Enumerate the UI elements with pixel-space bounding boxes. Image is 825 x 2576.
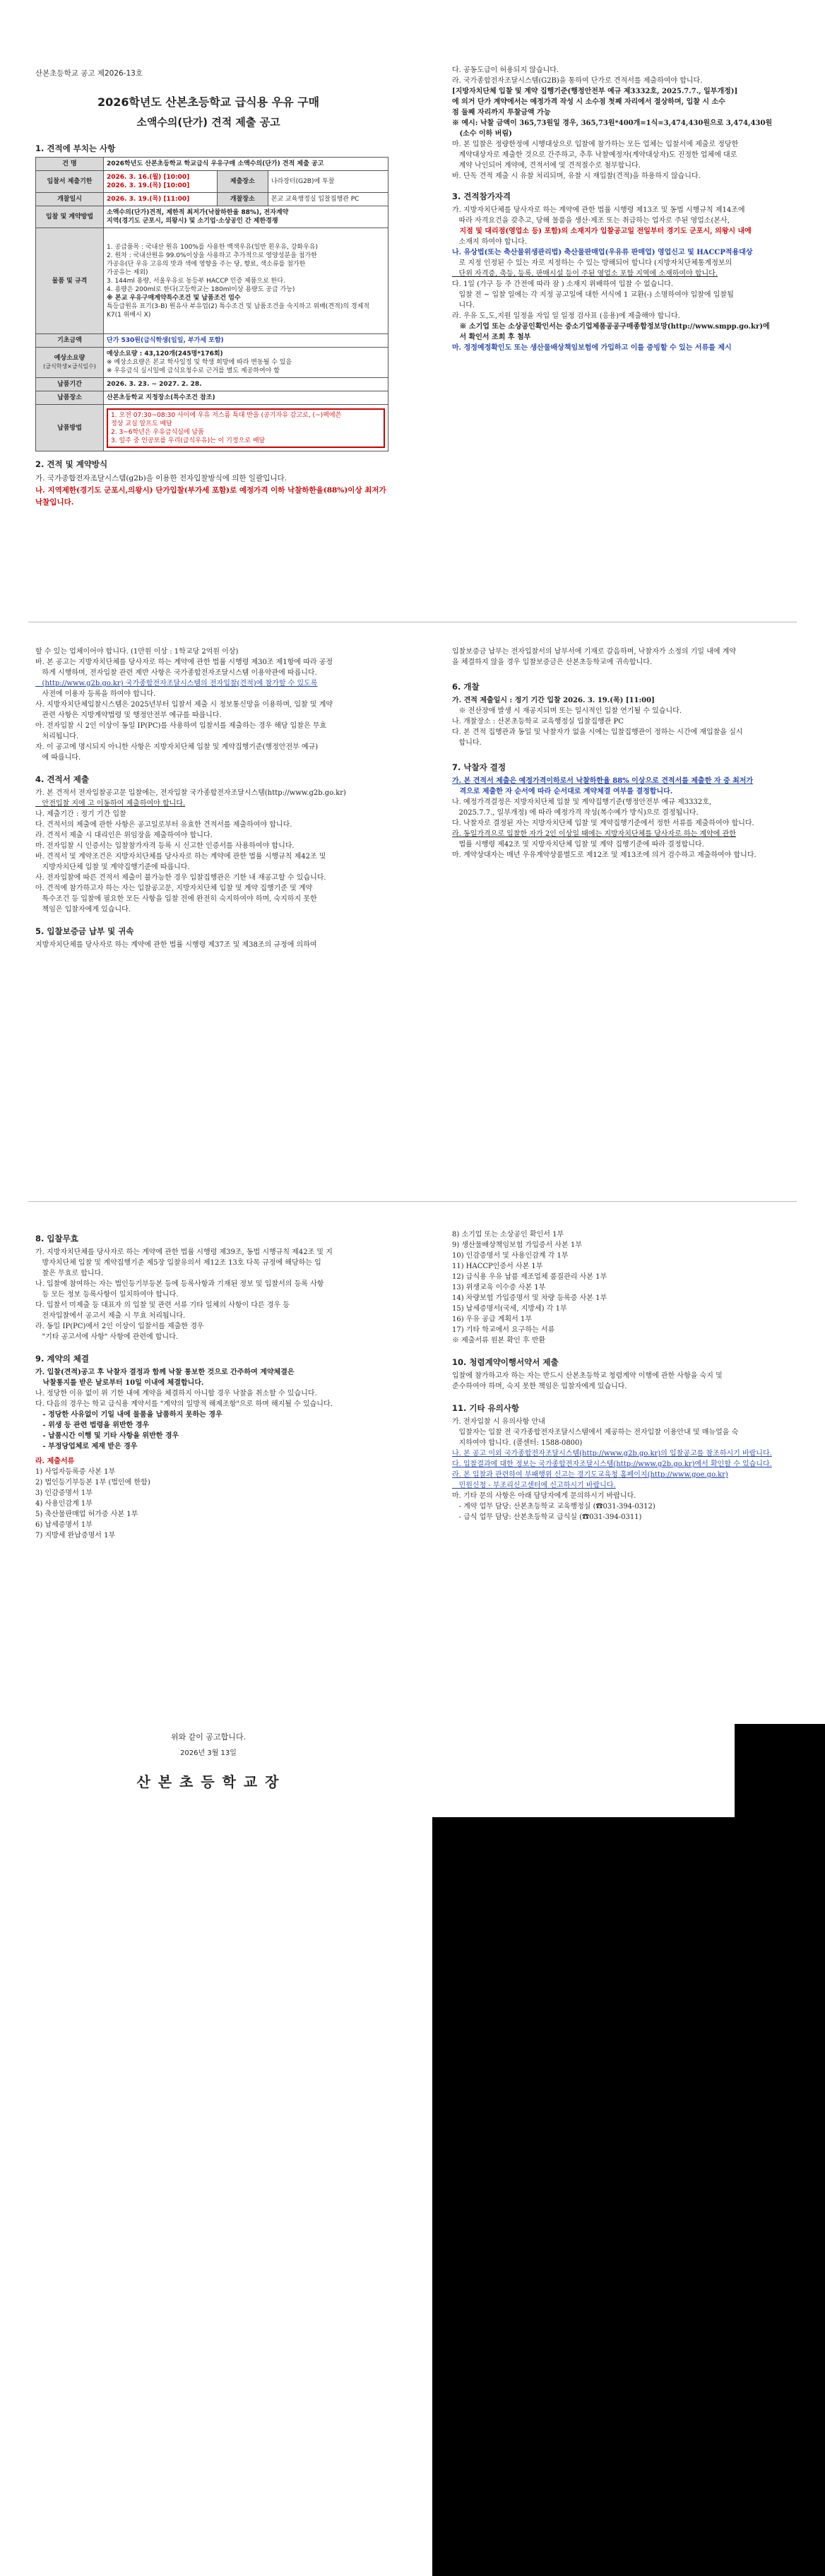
section-3-item: 마. 정정예정확인도 또는 생산물배상책임보험에 가입하고 이를 증빙할 수 있는 서류를 제시: [452, 344, 732, 352]
page2-item: 아. 전자입찰 시 2인 이상이 동일 IP(PC)를 사용하여 입찰서를 제출하는 경우 해당 입찰은 무효: [35, 722, 327, 730]
spec-label-opening: 개찰일시: [36, 193, 104, 206]
spec-table: [35, 157, 388, 451]
spec-value-method: [104, 206, 388, 228]
method-line-a: 소액수의(단가)견적, 제한적 최저가(낙찰하한율 88%), 전자계약: [107, 209, 289, 216]
page3-right-item: 13) 위생교육 이수증 사본 1부: [452, 1284, 546, 1292]
spec-value-opening-place: 본교 교육행정실 입찰집행관 PC: [268, 193, 388, 206]
spec-label-method: 입찰 및 계약방법: [36, 206, 104, 228]
page2-left-column: [35, 646, 388, 950]
section-2-heading: 2. 견적 및 계약방식: [35, 459, 108, 469]
spec-label-period: 납품기간: [36, 378, 104, 391]
spec-value-period: 2026. 3. 23. ~ 2027. 2. 28.: [104, 378, 388, 391]
section-4-item: 사. 전자입찰에 따른 견적서 제출이 불가능한 경우 입찰집행관은 기한 내 재공고할 수 있습니다.: [35, 874, 326, 882]
spec-label-opening-place: 개찰장소: [217, 193, 268, 206]
page1-left-column: [35, 138, 388, 509]
right-item: 계약대상자로 제출한 것으로 간주하고, 추후 낙찰예정자(계약대상자)도 진정한 업체에 대로: [452, 151, 737, 159]
page3-right-item: 9) 생산물배상책임보험 가입증서 사본 1부: [452, 1241, 582, 1249]
section-3-item: 서 확인서 조회 후 첨부: [452, 333, 531, 341]
deadline-end: 2026. 3. 19.(목) [10:00]: [107, 182, 190, 189]
goods-item: K7(1 위배시 X): [107, 311, 151, 319]
page-divider-2: [28, 1201, 797, 1202]
section-3-item: 소재지 하여야 합니다.: [452, 238, 528, 246]
section-9-item: 나. 정당한 이유 없이 위 기한 내에 계약을 체결하지 아니할 경우 낙찰을 취소할 수 있습니다.: [35, 1390, 317, 1398]
section-8-item: "기타 공고서에 사항" 사항에 관련에 합니다.: [35, 1333, 179, 1341]
page3-right-item: 16) 우유 공급 계획서 1부: [452, 1316, 532, 1323]
page2-right-item: 입찰보증금 납부는 전자입찰서의 납부서에 기재로 갈음하며, 낙찰자가 소정의 기일 내에 계약: [452, 648, 737, 656]
section-9-sub-item: 1) 사업자등록증 사본 1부: [35, 1468, 116, 1476]
right-item: 바. 단독 견적 제출 시 유찰 처리되며, 유찰 시 재입찰(견적)을 하용하지 않습니다.: [452, 172, 701, 180]
section-9-heading: 9. 계약의 체결: [35, 1354, 89, 1364]
delivery-item: 정상 교실 알프도 배달: [111, 420, 172, 427]
section-6-item: 합니다.: [452, 739, 482, 747]
section-8-heading: 8. 입찰무효: [35, 1234, 78, 1243]
spec-label-place: 제출장소: [217, 171, 268, 193]
section-9-item: - 부정당업체로 제재 받은 경우: [35, 1443, 138, 1451]
section-4-item: 마. 전자입찰 시 인증서는 입찰참가자격 등록 시 신고한 인증서를 사용하여야 합니다.: [35, 842, 295, 850]
deadline-start: 2026. 3. 16.(월) [10:00]: [107, 174, 190, 181]
quantity-line-c: ※ 우유급식 실시일에 급식요청수로 근거를 별도 제공하여야 함: [107, 367, 280, 374]
section-4-item: 안전입찰 지에 고 이동하여 제출하여야 합니다.: [35, 800, 186, 808]
spec-value-deadline: [104, 171, 218, 193]
section-11-item: 지하여야 합니다. (콜센터: 1588-0800): [452, 1439, 583, 1447]
section-9-sub-heading: 라. 제출서류: [35, 1458, 75, 1465]
section-2-body: [35, 473, 388, 509]
page2-item: 하게 시행하며, 전자입찰 관련 제반 사항은 국가종합전자조달시스템 이용약관에 따릅니다.: [35, 669, 317, 677]
section-11-item[interactable]: 민원신청 - 부조리신고센터에 신고하시기 바랍니다.: [452, 1482, 616, 1489]
section-3-item: 나. 유상법(또는 축산물위생관리법) 축산물판매업(우유류 판매업) 영업신고 및 HACCP적용대상: [452, 249, 753, 256]
section-4-item: 책임은 입찰자에게 있습니다.: [35, 906, 131, 914]
right-item: 점 둘째 자리까지 투찰금액 가능: [452, 109, 551, 117]
page1-right-column: [452, 65, 798, 353]
section-10-text: 입찰에 참가하고자 하는 자는 반드시 산본초등학교 청렴계약 이행에 관한 사항을 숙지 및: [452, 1372, 723, 1380]
section-11-item: 가. 전자입찰 시 유의사항 안내: [452, 1418, 545, 1426]
notice-number: 산본초등학교 공고 제2026-13호: [35, 69, 143, 78]
page2-right-item: 을 체결하지 않을 경우 입찰보증금은 산본초등학교에 귀속합니다.: [452, 658, 653, 666]
section-11-item[interactable]: 다. 입찰결과에 대한 정보는 국가종합전자조달시스템(http://www.g2b.go.kr)에서 확인할 수 있습니다.: [452, 1460, 772, 1468]
section-3-item: 지점 및 대리점(영업소 등) 포함)의 소재지가 입찰공고일 전일부터 경기도 군포시, 의왕시 내에: [452, 228, 752, 235]
goods-item: 2. 원차 : 국내산원유 99.0%이상을 사용하고 추가적으로 영양성분을 첨가한: [107, 252, 317, 259]
method-line-b: 지역(경기도 군포시, 의왕시) 및 소기업·소상공인 간 제한경쟁: [107, 218, 278, 225]
section-8-item: 등 모든 정보 등록사항이 일치하여야 합니다.: [35, 1291, 179, 1299]
delivery-method-box: [107, 408, 385, 448]
section-6-item: 나. 개찰장소 : 산본초등학교 교육행정실 입찰집행관 PC: [452, 718, 624, 726]
spec-label-deadline: 입찰서 제출기한: [36, 171, 104, 193]
quantity-label: 예상소요량: [54, 355, 85, 362]
quantity-sub-label: (급식학생×급식일수): [43, 363, 96, 370]
closing-statement: 위와 같이 공고합니다.: [170, 1732, 247, 1742]
page3-right-item: 14) 차량보험 가입증명서 및 차량 등록증 사본 1부: [452, 1294, 607, 1302]
spec-value-quantity: [104, 348, 388, 378]
goods-item: ※ 본교 우유구매계약특수조건 및 납품조건 엄수: [107, 294, 241, 302]
section-3-item: ※ 소기업 또는 소상공인확인서는 중소기업제품공공구매종합정보망(http://www.smpp.go.kr)에: [452, 323, 770, 331]
section-8-item: 라. 동일 IP(PC)에서 2인 이상이 입찰서를 제출한 경우: [35, 1323, 204, 1330]
page3-left-column: [35, 1229, 388, 1541]
section-7-item: 나. 예정가격결정은 지방자치단체 입찰 및 계약집행기준(행정안전부 예규 제3332호,: [452, 798, 712, 806]
section-3-item: 라. 우유 도,도,지원 일정을 자입 일 일정 검사표 (응용)에 제출해야 합니다.: [452, 312, 680, 320]
section-6-item: 가. 견적 제출일시 : 정기 기간 입찰 2026. 3. 19.(목) [11:00]: [452, 697, 655, 704]
section-6-item: 다. 본 견적 집행관과 동일 및 낙찰자가 없을 시에는 입찰집행관이 정하는 시간에 재입찰을 실시: [452, 728, 743, 736]
section-9-item: 낙찰통지를 받은 날로부터 10일 이내에 체결합니다.: [35, 1379, 204, 1387]
section-8-item: 찰은 무효로 합니다.: [35, 1270, 104, 1277]
section-5-text: 지방자치단체를 당사자로 하는 계약에 관한 법률 시행령 제37조 및 제38조의 규정에 의하여: [35, 941, 317, 949]
section-7-item: 가. 본 견적서 제출은 예정가격이하로서 낙찰하한율 88% 이상으로 견적서를 제출한 자 중 최저가: [452, 777, 754, 785]
right-item: [지방자치단체 입찰 및 계약 집행기준(행정안전부 예규 제3332호, 2025.7.7., 일부개정)]: [452, 88, 738, 95]
section-9-item: 다. 다음의 경우는 학교 급식용 계약서를 "계약의 일방적 해제조항"으로 하며 해지될 수 있습니다.: [35, 1400, 333, 1408]
section-9-sub-item: 5) 축산물판매업 허가증 사본 1부: [35, 1511, 138, 1518]
section-10-heading: 10. 청렴계약이행서약서 제출: [452, 1357, 559, 1367]
page2-item[interactable]: (http://www.g2b.go.kr) 국가종합전자조달시스템의 전자입찰(견적)에 참가할 수 있도록: [35, 680, 318, 687]
section-3-item: 단위 자격증, 축등, 등록, 판매시설 등이 주된 영업소 포함 지역에 소재하여야 합니다.: [452, 270, 718, 278]
spec-label-goods: 물품 및 규격: [36, 228, 104, 334]
section-8-item: 다. 입찰서 미제출 등 대표자 의 입찰 및 관련 서류 기타 일체의 사항이 다른 경우 등: [35, 1301, 290, 1309]
page3-right-item: 10) 인감증명서 및 사용인감계 각 1부: [452, 1252, 569, 1260]
spec-value-base-price: 단가 530원(급식학생(일일, 부가세 포함): [104, 334, 388, 348]
notice-title-line2: 소액수의(단가) 견적 제출 공고: [136, 116, 280, 129]
right-item: 다. 공동도급이 허용되지 않습니다.: [452, 66, 559, 74]
right-item: 마. 본 입찰은 정량한정에 시행대상으로 입찰에 참가하는 모든 업체는 입찰서에 제출로 정당한: [452, 141, 739, 148]
section-9-item: - 위생 등 관련 법령을 위반한 경우: [35, 1422, 150, 1429]
spec-label-quantity: [36, 348, 104, 378]
section-2-item: 나. 지역제한(경기도 군포시,의왕시) 단가입찰(부가세 포함)로 예정가격 이하 낙찰하한율(88%)이상 최저가 낙찰입니다.: [35, 486, 389, 507]
page3-right-item: 17) 기타 학교에서 요구하는 서류: [452, 1326, 555, 1334]
section-3-item: 니다.: [452, 302, 475, 309]
section-11-heading: 11. 기타 유의사항: [452, 1403, 520, 1413]
section-4-item: 특수조건 등 입찰에 필요한 모든 사항을 입찰 전에 완전히 숙지하여야 하며, 숙지하지 못한: [35, 895, 317, 903]
spec-value-opening: 2026. 3. 19.(목) [11:00]: [104, 193, 218, 206]
page2-item: 처리됩니다.: [35, 733, 79, 740]
spec-value-place: 나라장터(G2B)에 투찰: [268, 171, 388, 193]
goods-item: 1. 공급품목 : 국내산 원유 100%를 사용한 백색우유(일반 흰우유, 강화우유): [107, 243, 319, 251]
section-4-item: 라. 견적서 제출 시 대리인은 위임장을 제출하여야 합니다.: [35, 832, 213, 839]
redaction-block-corner: [735, 1724, 825, 1817]
right-item: ※ 예시: 낙찰 금액이 365,73원일 경우, 365,73원*400개=1식=3,474,430원으로 3,474,430원: [452, 119, 773, 127]
section-9-sub-item: 3) 인감증명서 1부: [35, 1489, 93, 1497]
spec-label-delivery-method: 납품방법: [36, 405, 104, 451]
section-8-item: 가. 지방자치단체를 당사자로 하는 계약에 관한 법률 시행령 제39조, 동법 시행규칙 제42조 및 지: [35, 1248, 333, 1256]
goods-item: 특등급원유 표기(3-B) 원유사 부유업(2) 특수조건 및 납품조건을 숙지하고 위배(견적)의 경제적: [107, 302, 369, 310]
page2-item: 바. 본 공고는 지방자치단체를 당사자로 하는 계약에 관한 법률 시행령 제30조 제1항에 따라 공정: [35, 658, 333, 666]
page2-item: 할 수 있는 업체이어야 합니다. (1만원 이상 : 1학교당 2억원 이상): [35, 648, 239, 656]
page2-right-column: [452, 646, 798, 861]
right-item: 에 의거 단가 계약에서는 예정가격 작성 시 소수점 첫째 자리에서 절상하며, 입찰 시 소수: [452, 98, 725, 106]
closing-date: 2026년 3월 13일: [180, 1749, 237, 1757]
right-item: 라. 국가종합전자조달시스템(G2B)을 통하여 단가로 견적서를 제출하여야 합니다.: [452, 77, 703, 85]
section-11-item: - 계약 업무 담당: 산본초등학교 교육행정실 (☎031-394-0312): [452, 1503, 655, 1511]
section-9-sub-item: 2) 법인등기부등본 1부 (법인에 한함): [35, 1479, 150, 1487]
page3-right-item: 15) 납세증명서(국세, 지방세) 각 1부: [452, 1305, 567, 1313]
right-item: 계약 낙인되어 계약에, 견적서에 및 견적절수로 첨부합니다.: [452, 162, 641, 170]
page3-right-column: [452, 1229, 798, 1523]
section-4-item: 지방자치단체 입찰 및 계약집행기준에 따릅니다.: [35, 863, 190, 871]
goods-item: 가공유는 제외): [107, 268, 148, 276]
spec-value-name: 2026학년도 산본초등학교 학교급식 우유구매 소액수의(단가) 견적 제출 공고: [104, 158, 388, 171]
section-11-item[interactable]: 나. 본 공고 이외 국가종합전자조달시스템(http://www.g2b.go.kr)의 입찰공고를 참조하시기 바랍니다.: [452, 1450, 772, 1458]
goods-item: 4. 용량은 200ml로 한다(고등학교는 180ml이상 용량도 공급 가능): [107, 285, 295, 293]
right-item: (소수 이하 버림): [452, 130, 512, 138]
section-6-item: ※ 전산장애 발생 시 재공지되며 또는 일시적인 입찰 연기될 수 있습니다.: [452, 707, 682, 715]
section-9-item: - 납품시간 이행 및 기타 사항을 위반한 경우: [35, 1432, 179, 1440]
section-2-item: 가. 국가종합전자조달시스템(g2b)을 이용한 전자입찰방식에 의한 일괄입니다.: [35, 474, 287, 483]
section-3-item: 로 지정 인정된 수 있는 자로 지정하는 수 있는 방해되어 합니다 (지방자치단체통계정보의: [452, 259, 732, 267]
spec-label-name: 건 명: [36, 158, 104, 171]
section-4-item: 아. 견적에 참가하고자 하는 자는 입찰공고문, 지방자치단체 입찰 및 계약 집행기준 및 계약: [35, 885, 313, 892]
section-4-item: 바. 견적서 및 계약조건은 지방자치단체를 당사자로 하는 계약에 관한 법률 시행규칙 제42조 및: [35, 853, 326, 861]
goods-item: 3. 144ml 용량, 서울우유로 동등부 HACCP 인증 제품으로 한다.: [107, 277, 285, 285]
section-9-item: 가. 입찰(견적)공고 후 낙찰자 결정과 함께 낙찰 통보한 것으로 간주하여 계약체결은: [35, 1369, 295, 1376]
section-11-item[interactable]: 라. 본 입찰과 관련하여 부패행위 신고는 경기도교육청 홈페이지(http://www.goe.go.kr): [452, 1471, 728, 1479]
section-9-sub-item: 4) 사용인감계 1부: [35, 1500, 93, 1508]
section-1-heading: 1. 견적에 부치는 사항: [35, 143, 116, 153]
quantity-line-a: 예상소요량 : 43,120개(245명*176회): [107, 350, 223, 358]
section-3-heading: 3. 견적참가자격: [452, 191, 511, 201]
spec-value-goods: [104, 228, 388, 334]
section-7-item: 격으로 제출한 자 순서에 따라 순서대로 계약체결 여부를 결정합니다.: [452, 788, 673, 796]
section-11-item: 입찰자는 입찰 전 국가종합전자조달시스템에서 제공하는 전자입찰 이용안내 및 매뉴얼을 숙: [452, 1429, 739, 1436]
page3-right-item: 12) 급식용 우유 납품 제조업체 품질관리 사본 1부: [452, 1273, 607, 1281]
delivery-item: 2. 3~6학년은 우유급식실에 납품: [111, 428, 204, 436]
page2-item: 자. 이 공고에 명시되지 아니한 사항은 지방자치단체 입찰 및 계약집행기준(행정안전부 예규): [35, 743, 319, 751]
section-8-item: 전자입찰에서 공고서 제출 시 무효 처리됩니다.: [35, 1312, 186, 1320]
section-9-sub-item: 7) 지방세 완납증명서 1부: [35, 1532, 116, 1540]
section-7-item: 다. 낙찰자로 결정된 자는 지방자치단체 입찰 및 계약집행기준에서 정한 서류를 제출하여야 합니다.: [452, 820, 754, 827]
page2-item: 사전에 이용자 등록을 하여야 합니다.: [35, 690, 156, 698]
section-11-item: 마. 기타 문의 사항은 아래 담당자에게 문의하시기 바랍니다.: [452, 1492, 636, 1500]
section-4-item: 다. 견적서의 제출에 관한 사항은 공고일로부터 유효한 견적서를 제출하여야 합니다.: [35, 821, 292, 829]
goods-item: 가공유(단 우유 고유의 맛과 색에 영향을 주는 당, 향료, 색소류를 첨가한: [107, 260, 306, 268]
section-7-item: 마. 계약상대자는 매년 우유계약상품별도로 제12조 및 제13조에 의거 검수하고 제출하여야 합니다.: [452, 851, 756, 859]
section-4-item: 가. 본 견적서 전자입찰공고문 입찰에는, 전자입찰 국가종합전자조달시스템(http://www.g2b.go.kr): [35, 789, 346, 797]
section-4-item: 나. 제출기간 : 정기 기간 입찰: [35, 810, 126, 818]
section-11-item: - 급식 업무 담당: 산본초등학교 급식실 (☎031-394-0311): [452, 1513, 642, 1521]
spec-label-base-price: 기초금액: [36, 334, 104, 348]
section-5-heading: 5. 입찰보증금 납부 및 귀속: [35, 926, 134, 936]
notice-title-line1: 2026학년도 산본초등학교 급식용 우유 구매: [97, 95, 320, 109]
spec-value-delivery-place: 산본초등학교 지정장소(특수조건 참조): [104, 391, 388, 405]
section-8-item: 방자치단체 입찰 및 계약집행기준 제5장 입찰유의서 제12조 13호 다목 규정에 해당하는 입: [35, 1259, 321, 1267]
section-7-item: 라. 동일가격으로 입찰한 자가 2인 이상일 때에는 지방자치단체를 당사자로 하는 계약에 관한: [452, 830, 736, 838]
page2-item: 에 따릅니다.: [35, 754, 81, 762]
section-3-item: 따라 자격요건을 갖추고, 당해 물품을 생산·제조 또는 취급하는 업자로 주된 영업소(본사,: [452, 217, 730, 225]
section-8-item: 나. 입찰에 참여하는 자는 법인등기부등본 등에 등록사항과 기재된 정보 및 입찰서의 등록 사항: [35, 1280, 324, 1288]
section-4-heading: 4. 견적서 제출: [35, 774, 89, 784]
page2-item: 사. 지방자치단체입찰시스템은 2025년부터 입찰서 제출 시 정보통신망을 이용하며, 입찰 및 계약: [35, 701, 333, 709]
page3-right-item: 8) 소기업 또는 소상공인 확인서 1부: [452, 1231, 564, 1239]
spec-value-delivery-method: [104, 405, 388, 451]
section-7-item: 법률 시행령 제42조 및 지방자치단체 입찰 및 계약 집행기준에 따라 결정합니다.: [452, 841, 704, 849]
page3-right-item: ※ 제출서류 원본 확인 후 반환: [452, 1337, 546, 1345]
spec-label-delivery-place: 납품장소: [36, 391, 104, 405]
section-9-item: - 정당한 사유없이 기일 내에 물품을 납품하지 못하는 경우: [35, 1411, 222, 1419]
section-3-item: 가. 지방자치단체를 당사자로 하는 계약에 관한 법률 시행령 제13조 및 동법 시행규칙 제14조에: [452, 206, 745, 214]
section-10-text: 준수하여야 하며, 숙지 못한 책임은 입찰자에게 있습니다.: [452, 1383, 627, 1390]
page3-right-item: 11) HACCP인증서 사본 1부: [452, 1263, 543, 1270]
section-7-heading: 7. 낙찰자 결정: [452, 762, 506, 772]
delivery-item: 1. 오전 07:30~08:30 사이에 우유 저스름 특대 반을 (공기자유 감고로, (~)팩에쓴: [111, 411, 342, 419]
section-9-sub-item: 6) 납세증명서 1부: [35, 1521, 93, 1529]
section-6-heading: 6. 개찰: [452, 682, 480, 692]
page2-item: 관련 사항은 지방계약법령 및 행정안전부 예규를 따릅니다.: [35, 711, 222, 719]
quantity-line-b: ※ 예상소요량은 본교 학사일정 및 학생 희망에 따라 변동될 수 있음: [107, 359, 292, 366]
delivery-item: 3. 일주 중 인공포를 우리(급식우유)는 이 기정으로 배달: [111, 437, 266, 444]
closing-school-name: 산 본 초 등 학 교 장: [136, 1773, 280, 1790]
section-3-item: 다. 1일 (가구 등 주 간전에 따라 잠 ) 소재지 위배하여 입찰 수 없습니다.: [452, 280, 674, 288]
section-7-item: 2025.7.7., 일부개정) 에 따라 예정가격 작성(복수예가 방식)으로 결정됩니다.: [452, 809, 699, 817]
redaction-block: [432, 1817, 825, 2576]
section-3-item: 입찰 전 ~ 입찰 일에는 각 지정 공고일에 대한 서식에 1 교환(-) 소명하여야 입찰에 입찰됩: [452, 291, 734, 299]
